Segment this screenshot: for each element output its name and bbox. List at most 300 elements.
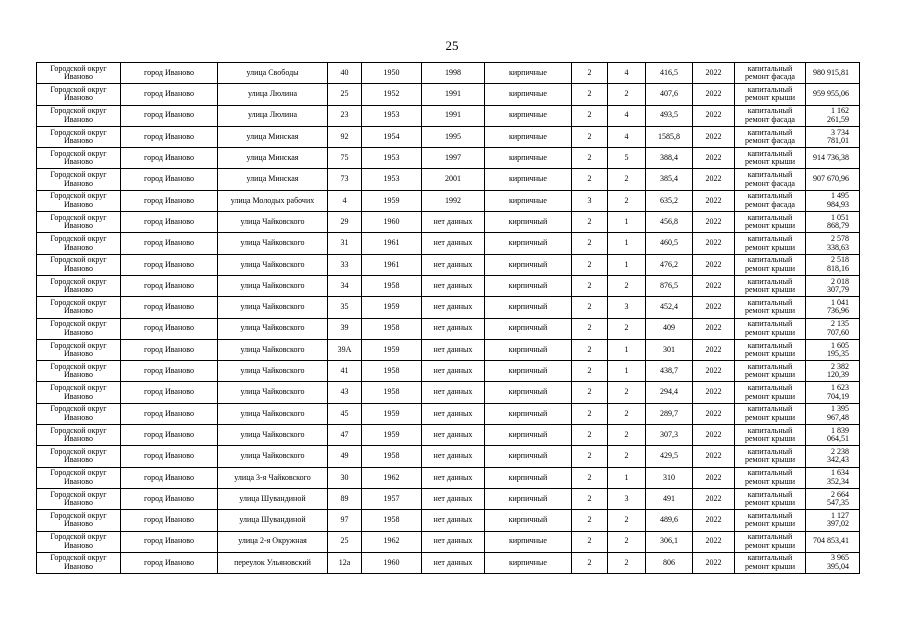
planned-year-cell: 2022 bbox=[693, 510, 735, 531]
wall-material-cell: кирпичные bbox=[485, 126, 572, 147]
house-number-cell: 12а bbox=[328, 552, 362, 573]
repair-type-cell: капитальный ремонт фасада bbox=[735, 63, 806, 84]
house-number-cell: 35 bbox=[328, 297, 362, 318]
wall-material-cell: кирпичный bbox=[485, 254, 572, 275]
house-number-cell: 92 bbox=[328, 126, 362, 147]
last-repair-year-cell: нет данных bbox=[422, 254, 485, 275]
last-repair-year-cell: 1995 bbox=[422, 126, 485, 147]
municipality-cell: Городской округ Иваново bbox=[37, 361, 121, 382]
repair-type-cell: капитальный ремонт фасада bbox=[735, 190, 806, 211]
last-repair-year-cell: нет данных bbox=[422, 275, 485, 296]
street-cell: улица Минская bbox=[218, 169, 328, 190]
house-number-cell: 33 bbox=[328, 254, 362, 275]
repair-type-cell: капитальный ремонт крыши bbox=[735, 531, 806, 552]
last-repair-year-cell: 1992 bbox=[422, 190, 485, 211]
street-cell: улица Свободы bbox=[218, 63, 328, 84]
wall-material-cell: кирпичный bbox=[485, 446, 572, 467]
settlement-cell: город Иваново bbox=[121, 531, 218, 552]
build-year-cell: 1954 bbox=[362, 126, 422, 147]
table-row bbox=[37, 212, 860, 233]
planned-year-cell: 2022 bbox=[693, 446, 735, 467]
cost-cell: 914 736,38 bbox=[806, 148, 860, 169]
entrances-cell: 2 bbox=[608, 510, 646, 531]
last-repair-year-cell: 1991 bbox=[422, 84, 485, 105]
area-cell: 438,7 bbox=[646, 361, 693, 382]
table-row bbox=[37, 382, 860, 403]
municipality-cell: Городской округ Иваново bbox=[37, 63, 121, 84]
wall-material-cell: кирпичный bbox=[485, 212, 572, 233]
cost-cell: 2 578 338,63 bbox=[806, 233, 860, 254]
floors-cell: 2 bbox=[572, 552, 608, 573]
build-year-cell: 1959 bbox=[362, 339, 422, 360]
planned-year-cell: 2022 bbox=[693, 339, 735, 360]
repair-type-cell: капитальный ремонт крыши bbox=[735, 84, 806, 105]
build-year-cell: 1961 bbox=[362, 254, 422, 275]
wall-material-cell: кирпичные bbox=[485, 84, 572, 105]
repair-type-cell: капитальный ремонт фасада bbox=[735, 169, 806, 190]
planned-year-cell: 2022 bbox=[693, 63, 735, 84]
municipality-cell: Городской округ Иваново bbox=[37, 425, 121, 446]
area-cell: 301 bbox=[646, 339, 693, 360]
last-repair-year-cell: нет данных bbox=[422, 318, 485, 339]
municipality-cell: Городской округ Иваново bbox=[37, 254, 121, 275]
cost-cell: 1 041 736,96 bbox=[806, 297, 860, 318]
last-repair-year-cell: нет данных bbox=[422, 233, 485, 254]
street-cell: улица 3-я Чайковского bbox=[218, 467, 328, 488]
entrances-cell: 4 bbox=[608, 105, 646, 126]
planned-year-cell: 2022 bbox=[693, 126, 735, 147]
last-repair-year-cell: нет данных bbox=[422, 403, 485, 424]
build-year-cell: 1959 bbox=[362, 190, 422, 211]
planned-year-cell: 2022 bbox=[693, 425, 735, 446]
build-year-cell: 1960 bbox=[362, 212, 422, 233]
cost-cell: 3 734 781,01 bbox=[806, 126, 860, 147]
wall-material-cell: кирпичный bbox=[485, 318, 572, 339]
area-cell: 491 bbox=[646, 488, 693, 509]
area-cell: 876,5 bbox=[646, 275, 693, 296]
cost-cell: 907 670,96 bbox=[806, 169, 860, 190]
house-number-cell: 25 bbox=[328, 84, 362, 105]
last-repair-year-cell: 2001 bbox=[422, 169, 485, 190]
entrances-cell: 2 bbox=[608, 382, 646, 403]
area-cell: 460,5 bbox=[646, 233, 693, 254]
municipality-cell: Городской округ Иваново bbox=[37, 297, 121, 318]
table-row bbox=[37, 169, 860, 190]
house-number-cell: 43 bbox=[328, 382, 362, 403]
last-repair-year-cell: нет данных bbox=[422, 510, 485, 531]
table-row bbox=[37, 275, 860, 296]
house-number-cell: 34 bbox=[328, 275, 362, 296]
wall-material-cell: кирпичный bbox=[485, 361, 572, 382]
cost-cell: 1 839 064,51 bbox=[806, 425, 860, 446]
planned-year-cell: 2022 bbox=[693, 148, 735, 169]
municipality-cell: Городской округ Иваново bbox=[37, 105, 121, 126]
house-number-cell: 30 bbox=[328, 467, 362, 488]
repair-type-cell: капитальный ремонт крыши bbox=[735, 446, 806, 467]
build-year-cell: 1953 bbox=[362, 105, 422, 126]
municipality-cell: Городской округ Иваново bbox=[37, 233, 121, 254]
last-repair-year-cell: нет данных bbox=[422, 552, 485, 573]
street-cell: улица Минская bbox=[218, 126, 328, 147]
settlement-cell: город Иваново bbox=[121, 190, 218, 211]
planned-year-cell: 2022 bbox=[693, 169, 735, 190]
entrances-cell: 1 bbox=[608, 212, 646, 233]
house-number-cell: 39А bbox=[328, 339, 362, 360]
area-cell: 409 bbox=[646, 318, 693, 339]
repair-type-cell: капитальный ремонт фасада bbox=[735, 126, 806, 147]
area-cell: 429,5 bbox=[646, 446, 693, 467]
repair-type-cell: капитальный ремонт крыши bbox=[735, 425, 806, 446]
cost-cell: 1 605 195,35 bbox=[806, 339, 860, 360]
repair-type-cell: капитальный ремонт крыши bbox=[735, 254, 806, 275]
entrances-cell: 4 bbox=[608, 126, 646, 147]
settlement-cell: город Иваново bbox=[121, 382, 218, 403]
municipality-cell: Городской округ Иваново bbox=[37, 169, 121, 190]
street-cell: улица Чайковского bbox=[218, 233, 328, 254]
last-repair-year-cell: 1991 bbox=[422, 105, 485, 126]
planned-year-cell: 2022 bbox=[693, 212, 735, 233]
street-cell: улица Чайковского bbox=[218, 254, 328, 275]
municipality-cell: Городской округ Иваново bbox=[37, 467, 121, 488]
cost-cell: 2 382 120,39 bbox=[806, 361, 860, 382]
area-cell: 310 bbox=[646, 467, 693, 488]
repair-type-cell: капитальный ремонт крыши bbox=[735, 467, 806, 488]
settlement-cell: город Иваново bbox=[121, 425, 218, 446]
planned-year-cell: 2022 bbox=[693, 297, 735, 318]
build-year-cell: 1953 bbox=[362, 148, 422, 169]
last-repair-year-cell: нет данных bbox=[422, 361, 485, 382]
street-cell: улица Чайковского bbox=[218, 275, 328, 296]
house-number-cell: 29 bbox=[328, 212, 362, 233]
housing-repair-table bbox=[36, 62, 860, 574]
build-year-cell: 1958 bbox=[362, 510, 422, 531]
floors-cell: 2 bbox=[572, 275, 608, 296]
wall-material-cell: кирпичные bbox=[485, 63, 572, 84]
municipality-cell: Городской округ Иваново bbox=[37, 84, 121, 105]
municipality-cell: Городской округ Иваново bbox=[37, 126, 121, 147]
repair-type-cell: капитальный ремонт крыши bbox=[735, 297, 806, 318]
street-cell: улица Чайковского bbox=[218, 425, 328, 446]
floors-cell: 2 bbox=[572, 403, 608, 424]
house-number-cell: 4 bbox=[328, 190, 362, 211]
wall-material-cell: кирпичный bbox=[485, 233, 572, 254]
area-cell: 806 bbox=[646, 552, 693, 573]
cost-cell: 980 915,81 bbox=[806, 63, 860, 84]
municipality-cell: Городской округ Иваново bbox=[37, 403, 121, 424]
house-number-cell: 25 bbox=[328, 531, 362, 552]
entrances-cell: 2 bbox=[608, 446, 646, 467]
last-repair-year-cell: нет данных bbox=[422, 446, 485, 467]
repair-type-cell: капитальный ремонт крыши bbox=[735, 552, 806, 573]
municipality-cell: Городской округ Иваново bbox=[37, 339, 121, 360]
area-cell: 476,2 bbox=[646, 254, 693, 275]
entrances-cell: 2 bbox=[608, 84, 646, 105]
last-repair-year-cell: 1997 bbox=[422, 148, 485, 169]
planned-year-cell: 2022 bbox=[693, 382, 735, 403]
repair-type-cell: капитальный ремонт крыши bbox=[735, 403, 806, 424]
table-row bbox=[37, 361, 860, 382]
area-cell: 294,4 bbox=[646, 382, 693, 403]
table-row bbox=[37, 63, 860, 84]
entrances-cell: 2 bbox=[608, 552, 646, 573]
street-cell: улица Минская bbox=[218, 148, 328, 169]
planned-year-cell: 2022 bbox=[693, 233, 735, 254]
settlement-cell: город Иваново bbox=[121, 275, 218, 296]
last-repair-year-cell: нет данных bbox=[422, 488, 485, 509]
floors-cell: 2 bbox=[572, 63, 608, 84]
floors-cell: 2 bbox=[572, 126, 608, 147]
floors-cell: 2 bbox=[572, 105, 608, 126]
floors-cell: 2 bbox=[572, 467, 608, 488]
repair-type-cell: капитальный ремонт крыши bbox=[735, 382, 806, 403]
floors-cell: 2 bbox=[572, 382, 608, 403]
entrances-cell: 1 bbox=[608, 467, 646, 488]
build-year-cell: 1959 bbox=[362, 297, 422, 318]
cost-cell: 1 162 261,59 bbox=[806, 105, 860, 126]
entrances-cell: 2 bbox=[608, 275, 646, 296]
planned-year-cell: 2022 bbox=[693, 488, 735, 509]
area-cell: 1585,8 bbox=[646, 126, 693, 147]
planned-year-cell: 2022 bbox=[693, 190, 735, 211]
table-row bbox=[37, 446, 860, 467]
planned-year-cell: 2022 bbox=[693, 254, 735, 275]
entrances-cell: 5 bbox=[608, 148, 646, 169]
table-row bbox=[37, 510, 860, 531]
last-repair-year-cell: нет данных bbox=[422, 212, 485, 233]
cost-cell: 704 853,41 bbox=[806, 531, 860, 552]
settlement-cell: город Иваново bbox=[121, 318, 218, 339]
street-cell: улица 2-я Окружная bbox=[218, 531, 328, 552]
floors-cell: 2 bbox=[572, 169, 608, 190]
settlement-cell: город Иваново bbox=[121, 105, 218, 126]
house-number-cell: 23 bbox=[328, 105, 362, 126]
table-body bbox=[37, 63, 860, 574]
entrances-cell: 1 bbox=[608, 254, 646, 275]
street-cell: улица Молодых рабочих bbox=[218, 190, 328, 211]
cost-cell: 2 664 547,35 bbox=[806, 488, 860, 509]
area-cell: 289,7 bbox=[646, 403, 693, 424]
street-cell: улица Чайковского bbox=[218, 318, 328, 339]
build-year-cell: 1962 bbox=[362, 531, 422, 552]
house-number-cell: 75 bbox=[328, 148, 362, 169]
floors-cell: 3 bbox=[572, 190, 608, 211]
settlement-cell: город Иваново bbox=[121, 297, 218, 318]
street-cell: улица Чайковского bbox=[218, 382, 328, 403]
municipality-cell: Городской округ Иваново bbox=[37, 275, 121, 296]
cost-cell: 2 135 707,60 bbox=[806, 318, 860, 339]
floors-cell: 2 bbox=[572, 84, 608, 105]
municipality-cell: Городской округ Иваново bbox=[37, 446, 121, 467]
entrances-cell: 3 bbox=[608, 488, 646, 509]
build-year-cell: 1950 bbox=[362, 63, 422, 84]
last-repair-year-cell: нет данных bbox=[422, 531, 485, 552]
area-cell: 407,6 bbox=[646, 84, 693, 105]
repair-type-cell: капитальный ремонт крыши bbox=[735, 361, 806, 382]
area-cell: 635,2 bbox=[646, 190, 693, 211]
table-row bbox=[37, 425, 860, 446]
municipality-cell: Городской округ Иваново bbox=[37, 148, 121, 169]
entrances-cell: 1 bbox=[608, 361, 646, 382]
settlement-cell: город Иваново bbox=[121, 169, 218, 190]
street-cell: улица Чайковского bbox=[218, 446, 328, 467]
house-number-cell: 97 bbox=[328, 510, 362, 531]
planned-year-cell: 2022 bbox=[693, 467, 735, 488]
street-cell: улица Люлина bbox=[218, 105, 328, 126]
last-repair-year-cell: 1998 bbox=[422, 63, 485, 84]
build-year-cell: 1953 bbox=[362, 169, 422, 190]
repair-type-cell: капитальный ремонт крыши bbox=[735, 275, 806, 296]
build-year-cell: 1958 bbox=[362, 275, 422, 296]
build-year-cell: 1958 bbox=[362, 318, 422, 339]
build-year-cell: 1961 bbox=[362, 233, 422, 254]
house-number-cell: 39 bbox=[328, 318, 362, 339]
settlement-cell: город Иваново bbox=[121, 233, 218, 254]
wall-material-cell: кирпичный bbox=[485, 297, 572, 318]
area-cell: 416,5 bbox=[646, 63, 693, 84]
wall-material-cell: кирпичный bbox=[485, 275, 572, 296]
settlement-cell: город Иваново bbox=[121, 403, 218, 424]
street-cell: улица Чайковского bbox=[218, 297, 328, 318]
entrances-cell: 1 bbox=[608, 233, 646, 254]
last-repair-year-cell: нет данных bbox=[422, 297, 485, 318]
entrances-cell: 2 bbox=[608, 190, 646, 211]
wall-material-cell: кирпичные bbox=[485, 148, 572, 169]
wall-material-cell: кирпичные bbox=[485, 105, 572, 126]
cost-cell: 959 955,06 bbox=[806, 84, 860, 105]
floors-cell: 2 bbox=[572, 531, 608, 552]
floors-cell: 2 bbox=[572, 297, 608, 318]
settlement-cell: город Иваново bbox=[121, 148, 218, 169]
wall-material-cell: кирпичный bbox=[485, 488, 572, 509]
planned-year-cell: 2022 bbox=[693, 552, 735, 573]
house-number-cell: 73 bbox=[328, 169, 362, 190]
table-row bbox=[37, 339, 860, 360]
house-number-cell: 40 bbox=[328, 63, 362, 84]
area-cell: 307,3 bbox=[646, 425, 693, 446]
area-cell: 388,4 bbox=[646, 148, 693, 169]
floors-cell: 2 bbox=[572, 446, 608, 467]
settlement-cell: город Иваново bbox=[121, 467, 218, 488]
municipality-cell: Городской округ Иваново bbox=[37, 382, 121, 403]
floors-cell: 2 bbox=[572, 488, 608, 509]
entrances-cell: 2 bbox=[608, 318, 646, 339]
entrances-cell: 2 bbox=[608, 425, 646, 446]
wall-material-cell: кирпичные bbox=[485, 190, 572, 211]
street-cell: улица Чайковского bbox=[218, 339, 328, 360]
floors-cell: 2 bbox=[572, 318, 608, 339]
municipality-cell: Городской округ Иваново bbox=[37, 212, 121, 233]
entrances-cell: 3 bbox=[608, 297, 646, 318]
table-row bbox=[37, 318, 860, 339]
settlement-cell: город Иваново bbox=[121, 510, 218, 531]
table-row bbox=[37, 297, 860, 318]
repair-type-cell: капитальный ремонт крыши bbox=[735, 339, 806, 360]
planned-year-cell: 2022 bbox=[693, 105, 735, 126]
wall-material-cell: кирпичные bbox=[485, 169, 572, 190]
area-cell: 385,4 bbox=[646, 169, 693, 190]
wall-material-cell: кирпичные bbox=[485, 531, 572, 552]
repair-type-cell: капитальный ремонт крыши bbox=[735, 212, 806, 233]
area-cell: 306,1 bbox=[646, 531, 693, 552]
street-cell: улица Чайковского bbox=[218, 361, 328, 382]
build-year-cell: 1962 bbox=[362, 467, 422, 488]
cost-cell: 2 518 818,16 bbox=[806, 254, 860, 275]
wall-material-cell: кирпичный bbox=[485, 425, 572, 446]
wall-material-cell: кирпичный bbox=[485, 467, 572, 488]
repair-type-cell: капитальный ремонт крыши bbox=[735, 488, 806, 509]
entrances-cell: 2 bbox=[608, 169, 646, 190]
table-row bbox=[37, 190, 860, 211]
repair-type-cell: капитальный ремонт крыши bbox=[735, 148, 806, 169]
entrances-cell: 2 bbox=[608, 531, 646, 552]
planned-year-cell: 2022 bbox=[693, 318, 735, 339]
cost-cell: 1 127 397,02 bbox=[806, 510, 860, 531]
cost-cell: 2 238 342,43 bbox=[806, 446, 860, 467]
build-year-cell: 1958 bbox=[362, 446, 422, 467]
settlement-cell: город Иваново bbox=[121, 361, 218, 382]
cost-cell: 2 018 307,79 bbox=[806, 275, 860, 296]
table-row bbox=[37, 126, 860, 147]
wall-material-cell: кирпичный bbox=[485, 339, 572, 360]
street-cell: улица Шувандиной bbox=[218, 510, 328, 531]
build-year-cell: 1959 bbox=[362, 403, 422, 424]
table-row bbox=[37, 467, 860, 488]
municipality-cell: Городской округ Иваново bbox=[37, 510, 121, 531]
house-number-cell: 31 bbox=[328, 233, 362, 254]
table-row bbox=[37, 552, 860, 573]
settlement-cell: город Иваново bbox=[121, 488, 218, 509]
settlement-cell: город Иваново bbox=[121, 126, 218, 147]
last-repair-year-cell: нет данных bbox=[422, 339, 485, 360]
table-row bbox=[37, 254, 860, 275]
municipality-cell: Городской округ Иваново bbox=[37, 552, 121, 573]
wall-material-cell: кирпичный bbox=[485, 510, 572, 531]
municipality-cell: Городской округ Иваново bbox=[37, 318, 121, 339]
wall-material-cell: кирпичный bbox=[485, 403, 572, 424]
table-row bbox=[37, 105, 860, 126]
planned-year-cell: 2022 bbox=[693, 531, 735, 552]
settlement-cell: город Иваново bbox=[121, 63, 218, 84]
settlement-cell: город Иваново bbox=[121, 254, 218, 275]
table-row bbox=[37, 531, 860, 552]
street-cell: переулок Ульяновский bbox=[218, 552, 328, 573]
municipality-cell: Городской округ Иваново bbox=[37, 531, 121, 552]
settlement-cell: город Иваново bbox=[121, 84, 218, 105]
cost-cell: 1 623 704,19 bbox=[806, 382, 860, 403]
build-year-cell: 1958 bbox=[362, 382, 422, 403]
municipality-cell: Городской округ Иваново bbox=[37, 488, 121, 509]
cost-cell: 1 051 868,79 bbox=[806, 212, 860, 233]
street-cell: улица Шувандиной bbox=[218, 488, 328, 509]
floors-cell: 2 bbox=[572, 425, 608, 446]
floors-cell: 2 bbox=[572, 339, 608, 360]
cost-cell: 1 634 352,34 bbox=[806, 467, 860, 488]
last-repair-year-cell: нет данных bbox=[422, 382, 485, 403]
house-number-cell: 89 bbox=[328, 488, 362, 509]
area-cell: 456,8 bbox=[646, 212, 693, 233]
repair-type-cell: капитальный ремонт крыши bbox=[735, 510, 806, 531]
floors-cell: 2 bbox=[572, 254, 608, 275]
planned-year-cell: 2022 bbox=[693, 361, 735, 382]
entrances-cell: 2 bbox=[608, 403, 646, 424]
build-year-cell: 1957 bbox=[362, 488, 422, 509]
table-row bbox=[37, 403, 860, 424]
table-row bbox=[37, 148, 860, 169]
street-cell: улица Чайковского bbox=[218, 403, 328, 424]
build-year-cell: 1952 bbox=[362, 84, 422, 105]
cost-cell: 1 495 984,93 bbox=[806, 190, 860, 211]
area-cell: 452,4 bbox=[646, 297, 693, 318]
